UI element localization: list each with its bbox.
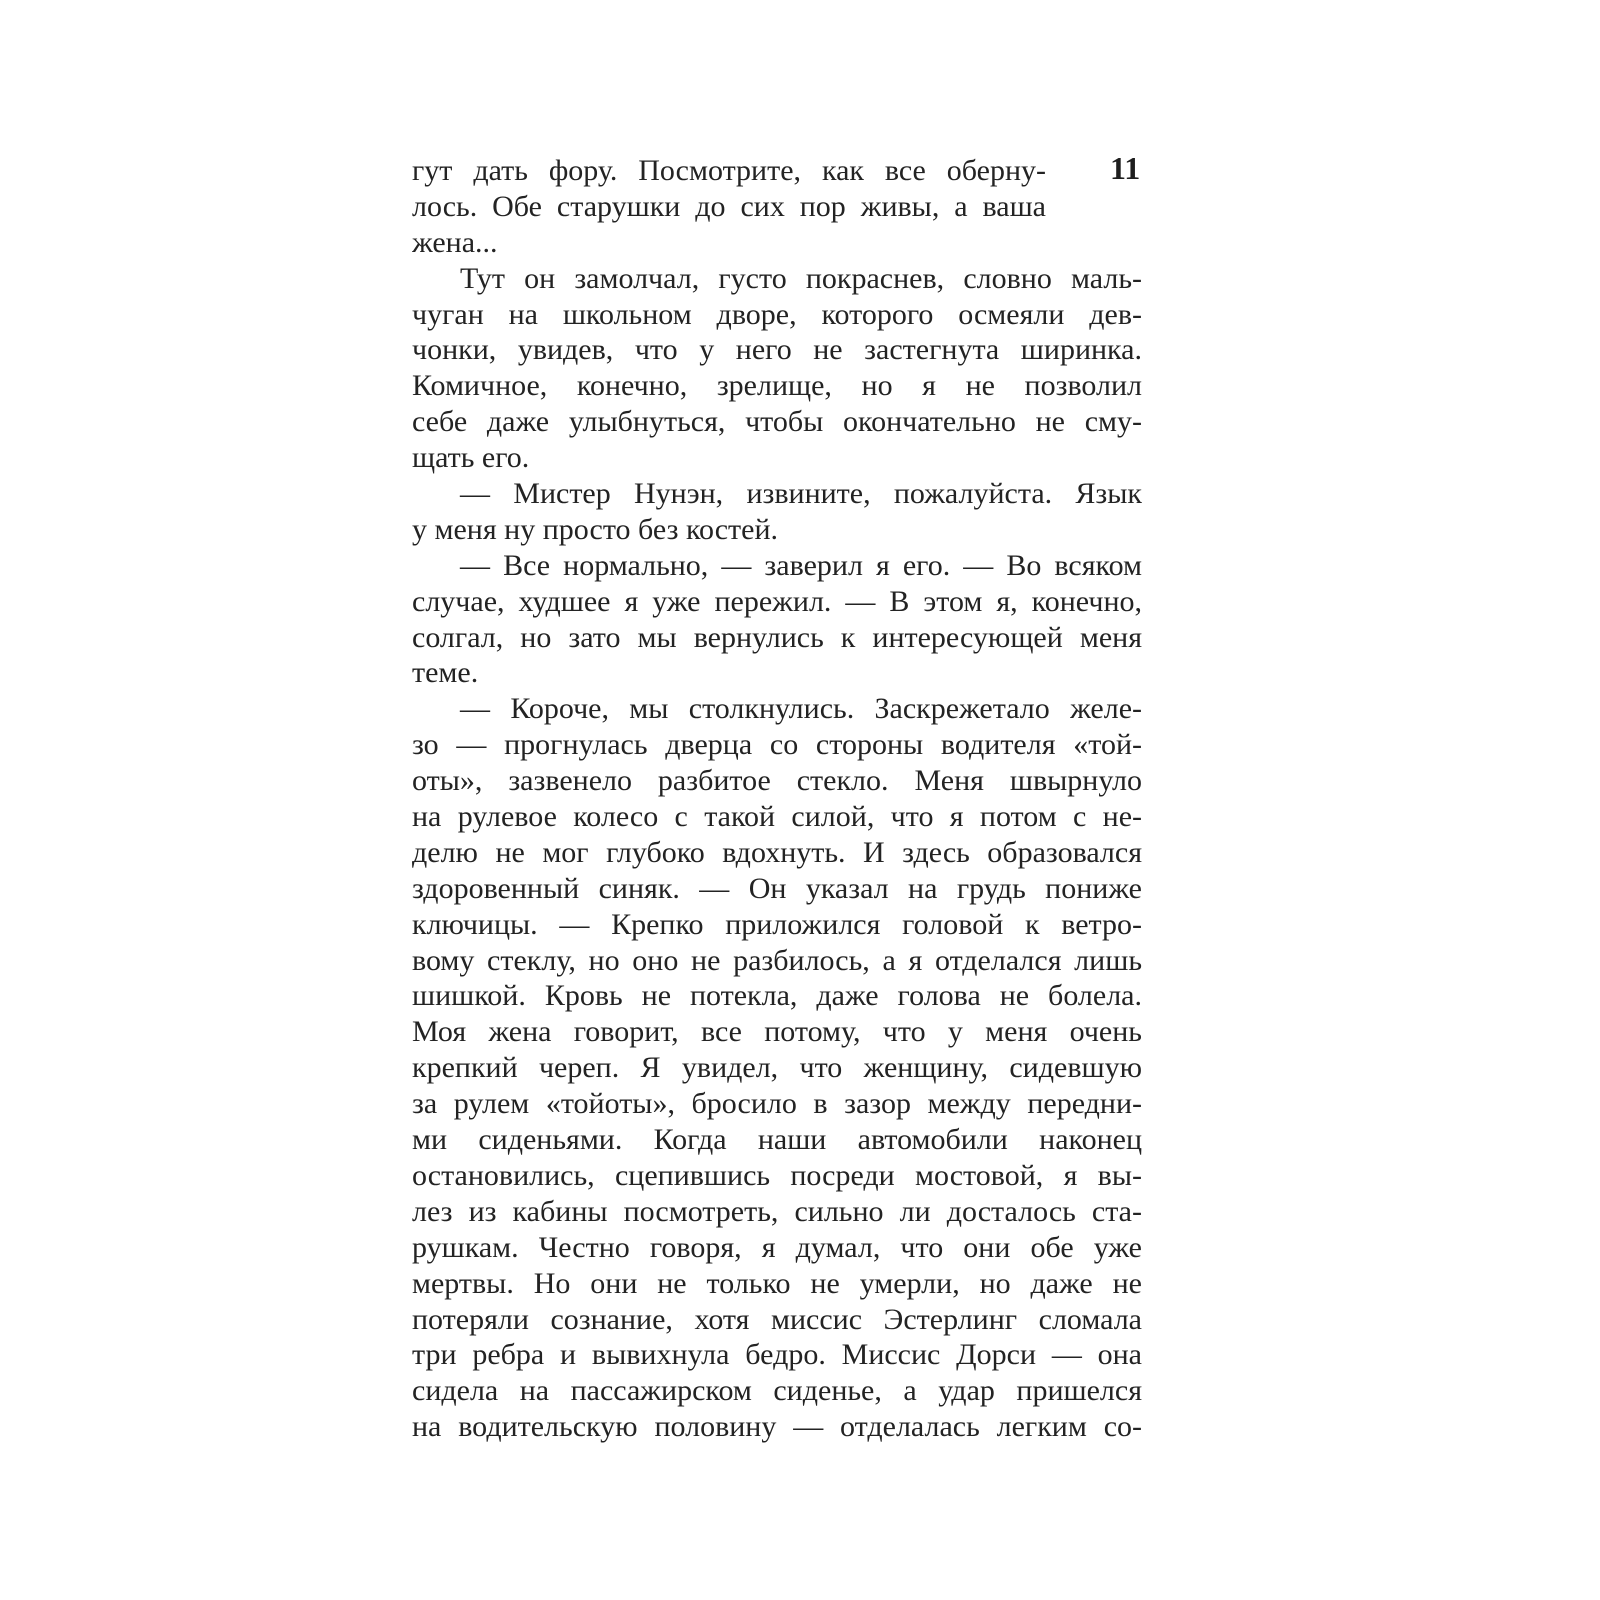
- text-line: мертвы. Но они не только не умерли, но даже не: [412, 1266, 1142, 1300]
- text-line: у меня ну просто без костей.: [412, 512, 779, 546]
- text-line: делю не мог глубоко вдохнуть. И здесь образовался: [412, 835, 1142, 869]
- text-line: себе даже улыбнуться, чтобы окончательно не сму-: [412, 405, 1142, 439]
- text-line: на водительскую половину — отделалась легким со-: [412, 1410, 1142, 1444]
- text-line: сидела на пассажирском сиденье, а удар пришелся: [412, 1374, 1142, 1408]
- text-line: жена...: [412, 225, 498, 259]
- text-line: крепкий череп. Я увидел, что женщину, сидевшую: [412, 1051, 1142, 1085]
- text-line: — Все нормально, — заверил я его. — Во всяком: [460, 548, 1142, 582]
- page-number: 11: [1110, 150, 1141, 186]
- text-line: теме.: [412, 656, 479, 690]
- text-line: оты», зазвенело разбитое стекло. Меня швырнуло: [412, 764, 1142, 798]
- text-line: солгал, но зато мы вернулись к интересующей меня: [412, 620, 1142, 654]
- text-line: остановились, сцепившись посреди мостовой, я вы-: [412, 1158, 1142, 1192]
- text-line: за рулем «тойоты», бросило в зазор между передни-: [412, 1087, 1142, 1121]
- text-line: ключицы. — Крепко приложился головой к ветро-: [412, 907, 1142, 941]
- text-line: Моя жена говорит, все потому, что у меня очень: [412, 1015, 1142, 1049]
- text-line: три ребра и вывихнула бедро. Миссис Дорси — она: [412, 1338, 1142, 1372]
- text-line: вому стеклу, но оно не разбилось, а я отделался лишь: [412, 943, 1142, 977]
- text-line: на рулевое колесо с такой силой, что я потом с не-: [412, 800, 1142, 834]
- text-line: чуган на школьном дворе, которого осмеяли дев-: [412, 297, 1142, 331]
- text-line: лез из кабины посмотреть, сильно ли досталось ста-: [412, 1194, 1142, 1228]
- text-line: здоровенный синяк. — Он указал на грудь пониже: [412, 871, 1142, 905]
- text-line: чонки, увидев, что у него не застегнута ширинка.: [412, 333, 1142, 367]
- text-line: — Мистер Нунэн, извините, пожалуйста. Язык: [460, 477, 1142, 511]
- text-line: рушкам. Честно говоря, я думал, что они обе уже: [412, 1230, 1142, 1264]
- body-text: [412, 150, 1142, 1445]
- text-line: случае, худшее я уже пережил. — В этом я, конечно,: [412, 584, 1142, 618]
- text-line: — Короче, мы столкнулись. Заскрежетало желе-: [460, 692, 1142, 726]
- text-line: Комичное, конечно, зрелище, но я не позволил: [412, 369, 1142, 403]
- text-line: зо — прогнулась дверца со стороны водителя «той-: [412, 728, 1142, 762]
- text-line: гут дать фору. Посмотрите, как все оберну-: [412, 154, 1046, 187]
- text-line: ми сиденьями. Когда наши автомобили наконец: [412, 1123, 1142, 1157]
- text-line: шишкой. Кровь не потекла, даже голова не болела.: [412, 979, 1142, 1013]
- text-line: лось. Обе старушки до сих пор живы, а ваша: [412, 189, 1046, 223]
- text-line: потеряли сознание, хотя миссис Эстерлинг сломала: [412, 1302, 1142, 1336]
- text-line: щать его.: [412, 441, 530, 475]
- text-line: Тут он замолчал, густо покраснев, словно маль-: [460, 261, 1142, 295]
